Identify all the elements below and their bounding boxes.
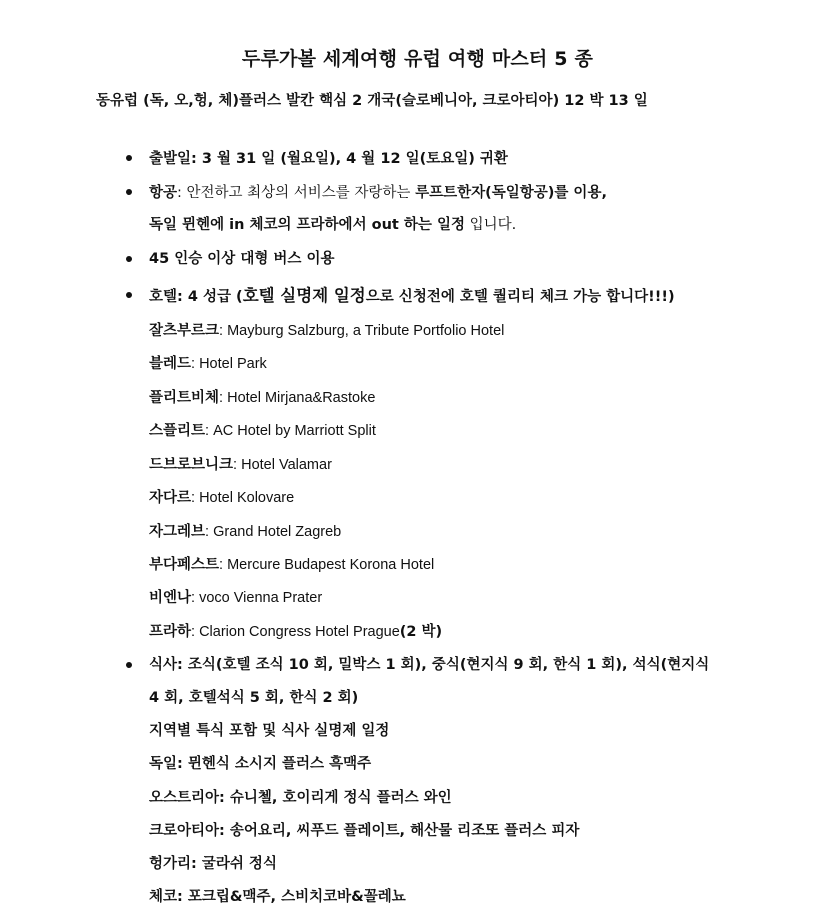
airline-carrier: 루프트한자(독일항공)를 이용, <box>415 185 607 201</box>
hotel-name: : Hotel Kolovare <box>191 490 295 506</box>
hotel-name: : Grand Hotel Zagreb <box>205 524 342 540</box>
bullet-meals <box>126 662 132 668</box>
hotel-item <box>149 553 434 574</box>
hotel-item <box>149 352 267 373</box>
meals-line-1: 식사: 조식(호텔 조식 10 회, 밀박스 1 회), 중식(현지식 9 회, 한식 1 회), 석식(현지식 <box>149 657 710 673</box>
meals-hungary: 헝가리: 굴라쉬 정식 <box>149 856 277 872</box>
hotel-emphasis: 호텔 실명제 일정 <box>242 286 366 305</box>
hotel-label: 호텔: 4 성급 ( <box>149 289 243 305</box>
hotel-city: 자다르 <box>149 490 192 506</box>
hotel-name: : Clarion Congress Hotel Prague <box>191 624 400 640</box>
hotel-nights: (2 박) <box>399 624 443 640</box>
hotel-name: : Hotel Mirjana&Rastoke <box>219 390 376 406</box>
hotel-name: : Mayburg Salzburg, a Tribute Portfolio Hotel <box>219 323 505 339</box>
hotel-name: : Hotel Valamar <box>233 457 332 473</box>
bullet-departure <box>126 155 132 161</box>
meals-line-2: 4 회, 호텔석식 5 회, 한식 2 회) <box>149 690 359 706</box>
meals-croatia: 크로아티아: 송어요리, 씨푸드 플레이트, 해산물 리조또 플러스 피자 <box>149 823 580 839</box>
bullet-hotel <box>126 292 132 298</box>
hotel-item <box>149 586 322 607</box>
hotel-city: 자그레브 <box>149 524 206 540</box>
hotel-city: 부다페스트 <box>149 557 220 573</box>
hotel-name: : Hotel Park <box>191 356 267 372</box>
hotel-city: 잘츠부르크 <box>149 323 220 339</box>
hotel-city: 비엔나 <box>149 590 192 606</box>
bullet-airline <box>126 189 132 195</box>
meals-austria: 오스트리아: 슈니첼, 호이리게 정식 플러스 와인 <box>149 790 452 806</box>
airline-text: : 안전하고 최상의 서비스를 자랑하는 <box>177 185 416 201</box>
hotel-name: : Mercure Budapest Korona Hotel <box>219 557 435 573</box>
hotel-item <box>149 319 504 340</box>
hotel-item <box>149 520 341 541</box>
hotel-city: 플리트비체 <box>149 390 220 406</box>
hotel-name: : voco Vienna Prater <box>191 590 323 606</box>
bus-text: 45 인승 이상 대형 버스 이용 <box>149 251 335 267</box>
meals-czech: 체코: 포크립&맥주, 스비치코바&꼴레뇨 <box>149 889 406 905</box>
meals-line-3: 지역별 특식 포함 및 식사 실명제 일정 <box>149 723 390 739</box>
hotel-item <box>149 620 442 641</box>
hotel-heading <box>149 282 675 306</box>
airline-label: 항공 <box>149 185 178 201</box>
departure-text: 출발일: 3 월 31 일 (월요일), 4 월 12 일(토요일) 귀환 <box>149 151 508 167</box>
hotel-name: : AC Hotel by Marriott Split <box>205 423 376 439</box>
airline-line-2 <box>149 213 516 234</box>
meals-germany: 독일: 뮌헨식 소시지 플러스 흑맥주 <box>149 756 372 772</box>
hotel-item <box>149 486 294 507</box>
airline-route-end: 입니다. <box>464 217 517 233</box>
hotel-item <box>149 419 376 440</box>
document-subtitle: 동유럽 (독, 오,헝, 체)플러스 발칸 핵심 2 개국(슬로베니아, 크로아티아) 12 박 13 일 <box>96 93 648 109</box>
hotel-item <box>149 453 332 474</box>
airline-route: 독일 뮌헨에 in 체코의 프라하에서 out 하는 일정 <box>149 217 465 233</box>
hotel-city: 드브로브니크 <box>149 457 234 473</box>
hotel-city: 블레드 <box>149 356 192 372</box>
bullet-bus <box>126 256 132 262</box>
hotel-city: 프라하 <box>149 624 192 640</box>
hotel-city: 스플리트 <box>149 423 206 439</box>
hotel-note: 으로 신청전에 호텔 퀄리티 체크 가능 합니다!!!) <box>365 289 675 305</box>
hotel-item <box>149 386 375 407</box>
document-title: 두루가볼 세계여행 유럽 여행 마스터 5 종 <box>241 48 594 70</box>
airline-line-1 <box>149 181 607 202</box>
